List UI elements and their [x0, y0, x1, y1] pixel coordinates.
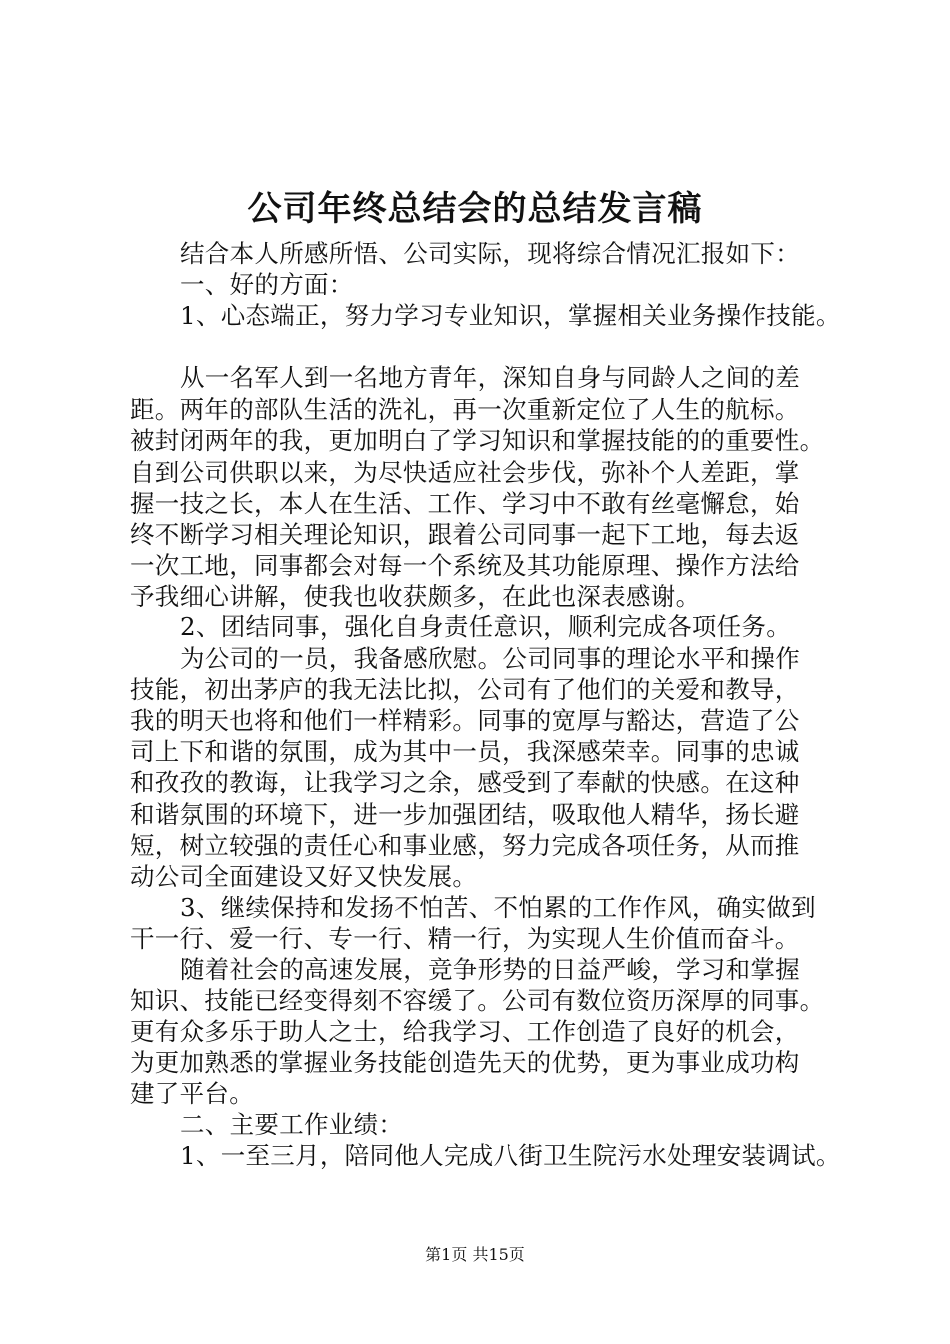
text-line: 和谐氛围的环境下，进一步加强团结，吸取他人精华，扬长避 [130, 800, 800, 829]
text-line: 短，树立较强的责任心和事业感，努力完成各项任务，从而推 [130, 831, 800, 860]
text-line: 二、主要工作业绩： [180, 1110, 404, 1139]
text-line: 和孜孜的教诲，让我学习之余，感受到了奉献的快感。在这种 [130, 768, 800, 797]
text-line: 1、一至三月，陪同他人完成八街卫生院污水处理安装调试。 [180, 1141, 841, 1170]
text-line: 更有众多乐于助人之士，给我学习、工作创造了良好的机会， [130, 1017, 800, 1046]
text-line: 一、好的方面： [180, 270, 354, 299]
text-line: 为更加熟悉的掌握业务技能创造先天的优势，更为事业成功构 [130, 1048, 800, 1077]
text-line: 我的明天也将和他们一样精彩。同事的宽厚与豁达，营造了公 [130, 706, 800, 735]
text-line: 自到公司供职以来，为尽快适应社会步伐，弥补个人差距，掌 [130, 458, 800, 487]
text-line: 3、继续保持和发扬不怕苦、不怕累的工作作风，确实做到 [180, 893, 816, 922]
text-line: 建了平台。 [130, 1079, 254, 1108]
text-line: 司上下和谐的氛围，成为其中一员，我深感荣幸。同事的忠诚 [130, 737, 800, 766]
text-line: 1、心态端正，努力学习专业知识，掌握相关业务操作技能。 [180, 301, 841, 330]
page-footer: 第1页 共15页 [425, 1245, 525, 1264]
document-title: 公司年终总结会的总结发言稿 [247, 189, 703, 229]
text-line: 予我细心讲解，使我也收获颇多，在此也深表感谢。 [130, 582, 701, 611]
text-line: 技能，初出茅庐的我无法比拟，公司有了他们的关爱和教导， [130, 675, 800, 704]
text-line: 结合本人所感所悟、公司实际，现将综合情况汇报如下： [180, 239, 800, 268]
text-line: 动公司全面建设又好又快发展。 [130, 862, 478, 891]
text-line: 随着社会的高速发展，竞争形势的日益严峻，学习和掌握 [180, 955, 800, 984]
text-line: 为公司的一员，我备感欣慰。公司同事的理论水平和操作 [180, 644, 800, 673]
text-line: 干一行、爱一行、专一行、精一行，为实现人生价值而奋斗。 [130, 924, 800, 953]
text-line: 握一技之长，本人在生活、工作、学习中不敢有丝毫懈怠，始 [130, 489, 800, 518]
text-line: 一次工地，同事都会对每一个系统及其功能原理、操作方法给 [130, 551, 800, 580]
text-line: 距。两年的部队生活的洗礼，再一次重新定位了人生的航标。 [130, 395, 800, 424]
text-line: 2、团结同事，强化自身责任意识，顺利完成各项任务。 [180, 612, 792, 641]
text-line: 终不断学习相关理论知识，跟着公司同事一起下工地，每去返 [130, 520, 800, 549]
text-line: 被封闭两年的我，更加明白了学习知识和掌握技能的的重要性。 [130, 426, 825, 455]
text-line: 知识、技能已经变得刻不容缓了。公司有数位资历深厚的同事。 [130, 986, 825, 1015]
text-line: 从一名军人到一名地方青年，深知自身与同龄人之间的差 [180, 363, 800, 392]
